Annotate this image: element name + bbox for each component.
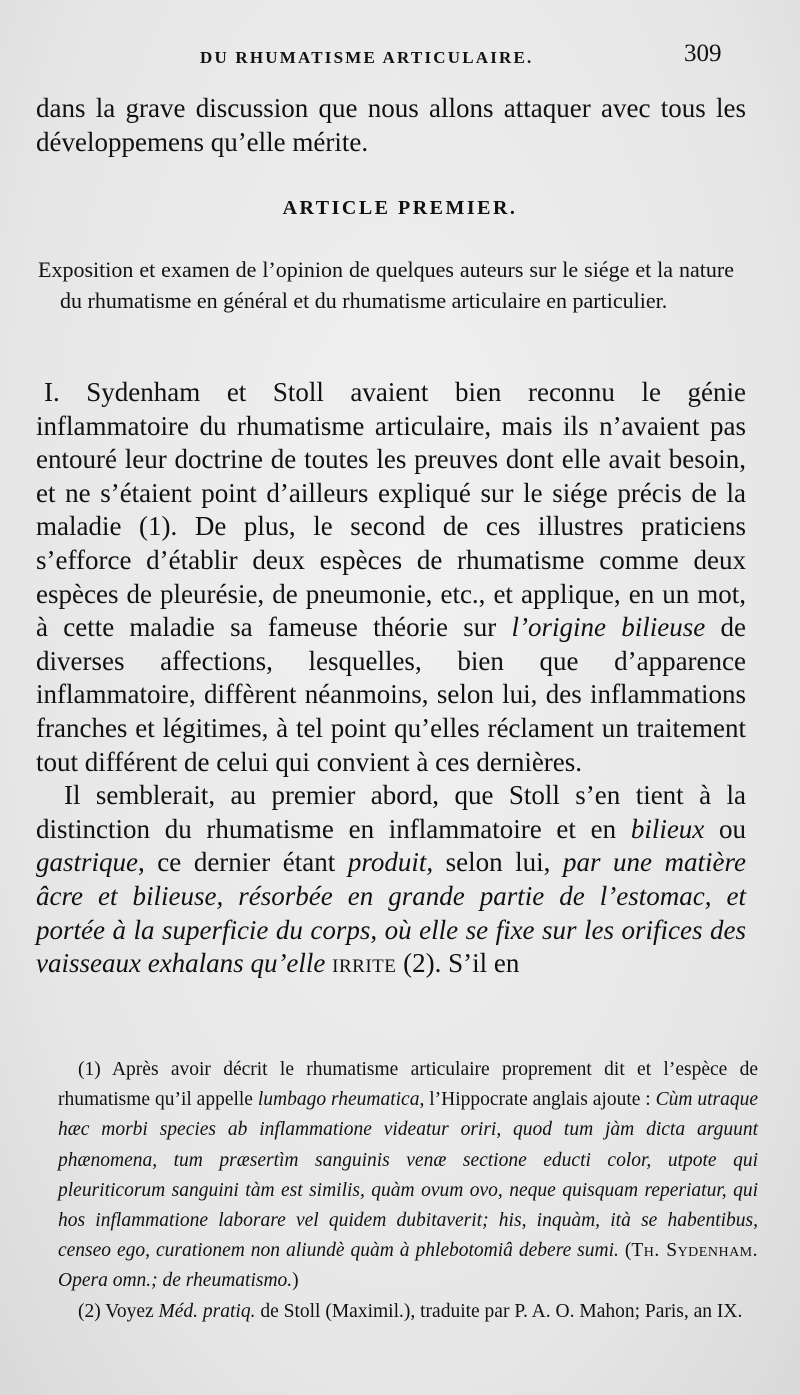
paragraph-1-text-b: de diverses affections, lesquelles, bien que d’apparence inflammatoire, diffèrent néanmoins, selon lui, des inflammations franches et légitimes, à tel point qu’elles réclament un traitement tout différent de celui qui convient à ces dernières.: [36, 612, 746, 777]
paragraph-2-text-b: ou: [704, 813, 747, 844]
paragraph-1: [36, 376, 746, 779]
page-header: [0, 40, 800, 74]
footnotes: [58, 1055, 758, 1327]
footnote-1-text-d: ): [292, 1270, 299, 1292]
paragraph-1-text-a: I. Sydenham et Stoll avaient bien reconnu le génie inflammatoire du rhumatisme articulaire, mais ils n’avaient pas entouré leur doctrine de toutes les preuves dont elle avait besoin, et ne s’étaient point d’ailleurs expliqué sur le siége précis de la maladie (1). De plus, le second de ces illustres praticiens s’efforce d’établir deux espèces de rhumatisme comme deux espèces de pleurésie, de pneumonie, etc., et applique, en un mot, à cette maladie sa fameuse théorie sur: [36, 377, 746, 643]
paragraph-2: [36, 779, 746, 981]
paragraph-2-italic-2: gastrique: [36, 847, 139, 878]
main-text: [36, 376, 746, 981]
paragraph-1-italic: l’origine bilieuse: [511, 612, 706, 643]
footnote-1: [58, 1055, 758, 1297]
footnote-2-text-a: (2) Voyez: [78, 1300, 159, 1322]
footnote-1-text-a: (1) Après avoir décrit le rhumatisme articulaire proprement dit et l’espèce de rhumatisme qu’il appelle: [58, 1059, 758, 1111]
footnote-2: [58, 1297, 758, 1327]
footnote-1-italic-2: Cùm utraque hæc morbi species ab inflammatione videatur oriri, quod tum jàm dicta arguunt phænomena, tum præsertìm sanguinis venæ sectione educti color, utpote qui pleuriticorum sanguini tàm est similis, quàm ovum ovo, neque quisquam reperiatur, qui hos inflammatione laborare vel quidem dubitaverit; his, inquàm, ità se habentibus, censeo ego, curationem non aliundè quàm à phlebotomiâ debere sumi.: [58, 1089, 758, 1262]
footnote-2-text-b: de Stoll (Maximil.), traduite par P. A. O. Mahon; Paris, an IX.: [255, 1300, 743, 1322]
paragraph-2-text-d: selon lui,: [433, 847, 563, 878]
paragraph-2-text-a: Il semblerait, au premier abord, que Stoll s’en tient à la distinction du rhumatisme en inflammatoire et en: [36, 780, 746, 844]
footnote-1-text-c: (: [618, 1240, 632, 1262]
paragraph-2-text-c: , ce dernier étant: [138, 847, 348, 878]
footnote-2-italic: Méd. pratiq.: [158, 1300, 256, 1322]
footnote-1-italic-1: lumbago rheumatica: [257, 1089, 420, 1111]
intro-paragraph: [36, 92, 746, 159]
intro-text: dans la grave discussion que nous allons attaquer avec tous les développemens qu’elle mérite.: [36, 93, 746, 157]
paragraph-2-text-e: (2). S’il en: [396, 948, 520, 979]
footnote-1-italic-3: Opera omn.; de rheumatismo.: [58, 1270, 293, 1292]
page-number: 309: [684, 40, 722, 67]
footnote-1-author: Th. Sydenham.: [631, 1240, 759, 1262]
footnote-1-text-b: , l’Hippocrate anglais ajoute :: [419, 1089, 656, 1111]
summary-text: Exposition et examen de l’opinion de quelques auteurs sur le siége et la nature du rhumatisme en général et du rhumatisme articulaire en particulier.: [38, 257, 734, 313]
paragraph-2-smallcaps: irrite: [332, 948, 397, 979]
paragraph-2-italic-1: bilieux: [630, 813, 705, 844]
paragraph-2-italic-4: par une matière âcre et bilieuse, résorbée en grande partie de l’estomac, et portée à la superficie du corps, où elle se fixe sur les orifices des vaisseaux exhalans qu’elle: [36, 847, 747, 979]
article-title: ARTICLE PREMIER.: [282, 197, 518, 219]
article-summary: [38, 255, 734, 316]
paragraph-2-italic-3: produit,: [347, 847, 434, 878]
running-head: DU RHUMATISME ARTICULAIRE.: [200, 48, 534, 67]
